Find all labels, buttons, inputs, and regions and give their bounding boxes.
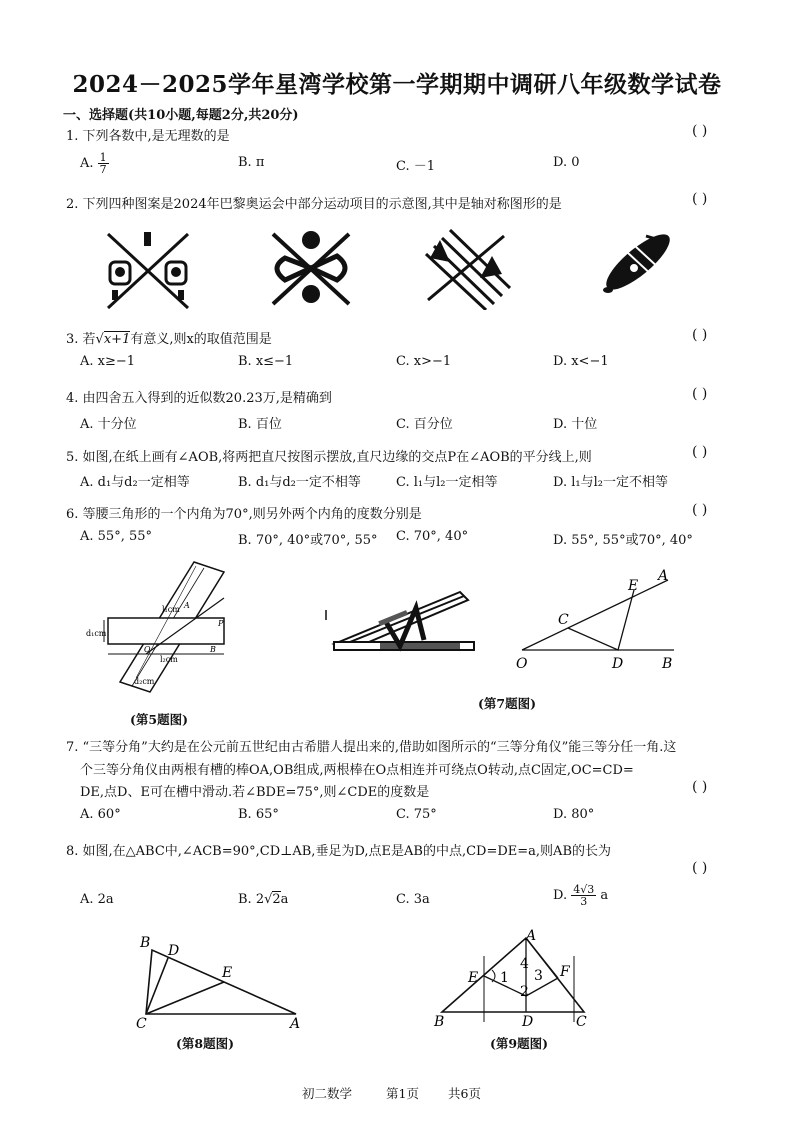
fig9-angle3-label: 3 [534,968,543,984]
section-heading: 一、选择题(共10小题,每题2分,共20分) [63,108,299,123]
q7-option-b[interactable]: B. 65° [238,807,279,822]
fig9-c-label: C [576,1014,587,1030]
q1-option-c[interactable]: C. －1 [396,159,436,174]
q1-answer-paren[interactable]: ( ) [692,123,708,139]
q7-option-c[interactable]: C. 75° [396,807,437,822]
q3-stem-post: 有意义,则x的取值范围是 [130,332,272,347]
q1-option-b[interactable]: B. π [238,155,265,170]
rowing-pictogram [598,228,680,302]
q8-option-b[interactable]: B. 2√2a [238,892,289,907]
q6-option-d[interactable]: D. 55°, 55°或70°, 40° [553,533,693,548]
figure-8-caption: (第8题图) [176,1036,235,1051]
page-title: 2024－2025学年星湾学校第一学期期中调研八年级数学试卷 [72,71,722,98]
q2-stem: 2. 下列四种图案是2024年巴黎奥运会中部分运动项目的示意图,其中是轴对称图形的是 [66,197,562,212]
q8-d-numerator: 4√3 [573,883,595,896]
fig9-f-label: F [560,964,570,980]
q4-option-d[interactable]: D. 十位 [553,417,598,432]
figure-9-triangle [428,926,598,1030]
q8-stem: 8. 如图,在△ABC中,∠ACB=90°,CD⊥AB,垂足为D,点E是AB的中点,CD=DE=a,则AB的长为 [66,844,611,859]
q8-d-fraction [571,884,596,907]
fig9-a-label: A [526,928,537,944]
q8-b-post: a [280,892,289,907]
q7-answer-paren[interactable]: ( ) [692,779,708,795]
q8-d-denominator: 3 [580,895,588,908]
fig7-c-label: C [558,612,569,628]
fig5-d1-label: d₁cm [86,629,107,638]
fig7-a-label: A [658,568,669,584]
q3-option-b[interactable]: B. x≤−1 [238,354,294,369]
fig5-a-label: A [184,601,190,610]
q7-stem-line2: 个三等分角仪由两根有槽的棒OA,OB组成,两根棒在O点相连并可绕点O转动,点C固定,OC=CD= [80,763,634,778]
q3-option-a[interactable]: A. x≥−1 [80,354,136,369]
q3-radicand: x+1 [103,332,131,347]
q2-answer-paren[interactable]: ( ) [692,191,708,207]
q1-option-a-label: A. [80,156,94,171]
q8-d-post: a [600,888,609,903]
fig5-p-label: P [218,619,224,628]
q3-stem [66,328,272,347]
q5-stem: 5. 如图,在纸上画有∠AOB,将两把直尺按图示摆放,直尺边缘的交点P在∠AOB的平分线上,则 [66,450,592,465]
fig8-a-label: A [290,1016,301,1030]
fig9-angle4-label: 4 [520,956,529,972]
fig7-o-label: O [516,656,528,672]
q3-option-d[interactable]: D. x<−1 [553,354,609,369]
q4-stem: 4. 由四舍五入得到的近似数20.23万,是精确到 [66,391,332,406]
fig8-c-label: C [136,1016,147,1030]
footer-total: 共6页 [448,1086,481,1101]
figure-8-triangle [132,930,312,1030]
q8-b-pre: B. 2 [238,892,265,907]
fig5-o-label: O [144,645,151,654]
q6-option-b[interactable]: B. 70°, 40°或70°, 55° [238,533,378,548]
q3-option-c[interactable]: C. x>−1 [396,354,452,369]
q1-a-denominator: 7 [99,163,107,176]
basketball-pictogram [265,228,357,308]
q1-stem: 1. 下列各数中,是无理数的是 [66,129,230,144]
q7-option-a[interactable]: A. 60° [80,807,121,822]
q8-b-radicand: 2 [272,892,281,907]
q5-option-d[interactable]: D. l₁与l₂一定不相等 [553,475,668,490]
q4-option-c[interactable]: C. 百分位 [396,417,453,432]
q1-option-d[interactable]: D. 0 [553,155,580,170]
fig9-angle2-label: 2 [520,984,529,1000]
fig9-b-label: B [434,1014,445,1030]
q8-option-d[interactable] [553,884,608,907]
q4-answer-paren[interactable]: ( ) [692,386,708,402]
q7-option-d[interactable]: D. 80° [553,807,595,822]
q1-option-a[interactable] [80,152,109,175]
badminton-pictogram [420,228,512,310]
q3-sqrt: √x+1 [95,332,131,347]
q1-option-a-fraction [98,152,109,175]
fig5-l1-label: l₁cm [162,605,180,614]
fig5-b-label: B [210,645,216,654]
q3-stem-pre: 3. 若 [66,332,96,347]
q5-option-c[interactable]: C. l₁与l₂一定相等 [396,475,498,490]
q1-a-numerator: 1 [99,151,107,164]
fig7-e-label: E [628,578,639,594]
figure-5-rulers [86,558,246,698]
figure-5-caption: (第5题图) [130,712,189,727]
footer-subject: 初二数学 [302,1086,353,1101]
q7-stem-line1: 7. “三等分角”大约是在公元前五世纪由古希腊人提出来的,借助如图所示的“三等分角仪”能三等分任一角.这 [66,740,677,755]
q6-option-a[interactable]: A. 55°, 55° [80,529,153,544]
fig5-d2-label: d₂cm [134,677,155,686]
q3-answer-paren[interactable]: ( ) [692,327,708,343]
fig9-e-label: E [468,970,479,986]
q8-option-a[interactable]: A. 2a [80,892,114,907]
q5-option-b[interactable]: B. d₁与d₂一定不相等 [238,475,361,490]
fig7-d-label: D [612,656,624,672]
q4-option-a[interactable]: A. 十分位 [80,417,137,432]
q6-answer-paren[interactable]: ( ) [692,502,708,518]
q8-answer-paren[interactable]: ( ) [692,860,708,876]
q7-stem-line3: DE,点D、E可在槽中滑动.若∠BDE=75°,则∠CDE的度数是 [80,785,430,800]
fig9-d-label: D [522,1014,534,1030]
q5-option-a[interactable]: A. d₁与d₂一定相等 [80,475,190,490]
fig8-b-label: B [140,935,151,951]
q8-d-label: D. [553,888,568,903]
q5-answer-paren[interactable]: ( ) [692,444,708,460]
fig9-angle1-label: 1 [500,970,509,986]
fencing-pictogram [100,228,196,314]
fig5-l2-label: l₂cm [160,655,178,664]
figure-7-caption: (第7题图) [478,696,537,711]
q8-option-c[interactable]: C. 3a [396,892,430,907]
q4-option-b[interactable]: B. 百位 [238,417,282,432]
fig7-b-label: B [662,656,673,672]
footer-page: 第1页 [386,1086,419,1101]
q6-option-c[interactable]: C. 70°, 40° [396,529,469,544]
fig8-d-label: D [168,943,180,959]
q6-stem: 6. 等腰三角形的一个内角为70°,则另外两个内角的度数分别是 [66,507,422,522]
figure-9-caption: (第9题图) [490,1036,549,1051]
figure-7-diagram [508,566,694,676]
trisector-device [320,580,480,656]
fig8-e-label: E [222,965,233,981]
